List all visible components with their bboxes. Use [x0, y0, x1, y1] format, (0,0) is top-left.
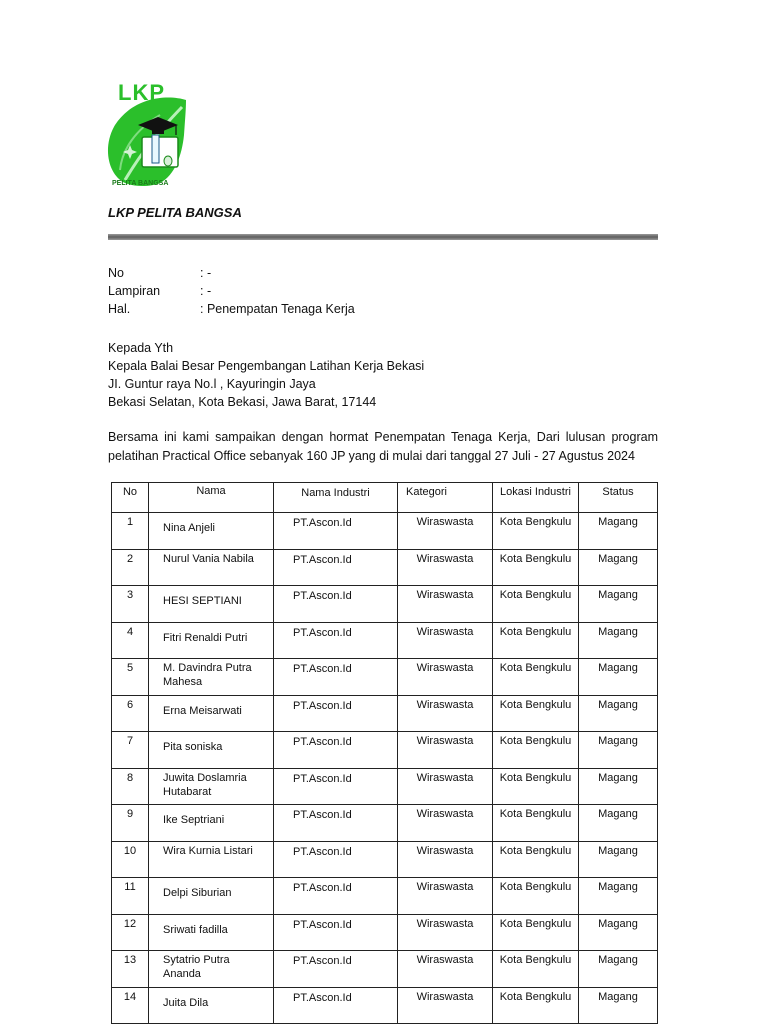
cell-industri: PT.Ascon.Id	[274, 987, 398, 1024]
table-row	[112, 695, 658, 732]
cell-industri: PT.Ascon.Id	[274, 768, 398, 805]
cell-industri: PT.Ascon.Id	[274, 695, 398, 732]
cell-nama-text: Erna Meisarwati	[163, 704, 242, 717]
meta-label: Lampiran	[108, 284, 161, 298]
cell-industri: PT.Ascon.Id	[274, 622, 398, 659]
cell-industri: PT.Ascon.Id	[274, 586, 398, 623]
cell-status: Magang	[579, 841, 658, 878]
cell-lokasi: Kota Bengkulu	[493, 768, 579, 805]
cell-lokasi: Kota Bengkulu	[493, 622, 579, 659]
cell-nama-text: Fitri Renaldi Putri	[163, 631, 248, 644]
cell-no: 13	[112, 951, 149, 988]
cell-status: Magang	[579, 878, 658, 915]
cell-nama	[149, 805, 274, 842]
cell-nama	[149, 914, 274, 951]
meta-value: : -	[200, 284, 212, 298]
cell-lokasi: Kota Bengkulu	[493, 695, 579, 732]
logo-title: LKP	[118, 80, 165, 105]
cell-no: 14	[112, 987, 149, 1024]
cell-kategori: Wiraswasta	[398, 841, 493, 878]
cell-lokasi: Kota Bengkulu	[493, 805, 579, 842]
cell-status: Magang	[579, 914, 658, 951]
meta-value: : Penempatan Tenaga Kerja	[200, 302, 355, 316]
cell-no: 1	[112, 513, 149, 550]
cell-status: Magang	[579, 987, 658, 1024]
header-nama: Nama	[149, 483, 274, 513]
cell-industri: PT.Ascon.Id	[274, 549, 398, 586]
cell-industri: PT.Ascon.Id	[274, 914, 398, 951]
cell-lokasi: Kota Bengkulu	[493, 951, 579, 988]
meta-hal	[108, 302, 355, 316]
cell-no: 9	[112, 805, 149, 842]
cell-industri: PT.Ascon.Id	[274, 513, 398, 550]
table-row	[112, 805, 658, 842]
cell-industri: PT.Ascon.Id	[274, 878, 398, 915]
cell-no: 3	[112, 586, 149, 623]
cell-lokasi: Kota Bengkulu	[493, 659, 579, 696]
placement-table	[111, 482, 658, 1024]
table-row	[112, 841, 658, 878]
table-row	[112, 732, 658, 769]
header-no: No	[112, 483, 149, 513]
cell-industri: PT.Ascon.Id	[274, 732, 398, 769]
cell-nama	[149, 878, 274, 915]
cell-no: 6	[112, 695, 149, 732]
table-row	[112, 659, 658, 696]
cell-lokasi: Kota Bengkulu	[493, 549, 579, 586]
cell-kategori: Wiraswasta	[398, 878, 493, 915]
table-row	[112, 622, 658, 659]
cell-nama-text: Sriwati fadilla	[163, 923, 228, 936]
cell-no: 10	[112, 841, 149, 878]
cell-status: Magang	[579, 695, 658, 732]
cell-kategori: Wiraswasta	[398, 513, 493, 550]
cell-kategori: Wiraswasta	[398, 951, 493, 988]
cell-nama-text: M. Davindra Putra Mahesa	[163, 662, 252, 688]
header-divider	[108, 234, 658, 240]
table-row	[112, 513, 658, 550]
organization-name: LKP PELITA BANGSA	[108, 205, 242, 220]
cell-industri: PT.Ascon.Id	[274, 841, 398, 878]
cell-industri: PT.Ascon.Id	[274, 805, 398, 842]
header-kategori: Kategori	[398, 483, 493, 513]
meta-label: No	[108, 266, 124, 280]
cell-status: Magang	[579, 805, 658, 842]
cell-status: Magang	[579, 768, 658, 805]
cell-nama-text: Juwita Doslamria Hutabarat	[163, 771, 247, 798]
cell-nama	[149, 622, 274, 659]
table-row	[112, 878, 658, 915]
cell-kategori: Wiraswasta	[398, 549, 493, 586]
cell-lokasi: Kota Bengkulu	[493, 513, 579, 550]
cell-no: 12	[112, 914, 149, 951]
recipient-line: Kepada Yth	[108, 341, 174, 355]
cell-status: Magang	[579, 513, 658, 550]
meta-label: Hal.	[108, 302, 131, 316]
cell-lokasi: Kota Bengkulu	[493, 586, 579, 623]
table-header-row	[112, 483, 658, 513]
cell-nama	[149, 549, 274, 586]
cell-nama	[149, 659, 274, 696]
cell-status: Magang	[579, 586, 658, 623]
table-row	[112, 586, 658, 623]
table-row	[112, 987, 658, 1024]
cell-nama-text: Wira Kurnia Listari	[163, 844, 253, 857]
cell-nama-text: Juita Dila	[163, 996, 209, 1009]
recipient-line: Kepala Balai Besar Pengembangan Latihan Kerja Bekasi	[108, 359, 425, 373]
header-lokasi: Lokasi Industri	[493, 483, 579, 513]
cell-no: 7	[112, 732, 149, 769]
cell-nama-text: Nurul Vania Nabila	[163, 552, 254, 565]
table-row	[112, 951, 658, 988]
cell-status: Magang	[579, 951, 658, 988]
cell-nama-text: Ike Septriani	[163, 814, 225, 826]
cell-lokasi: Kota Bengkulu	[493, 914, 579, 951]
recipient-block	[108, 339, 658, 411]
cell-kategori: Wiraswasta	[398, 695, 493, 732]
header-industri: Nama Industri	[274, 483, 398, 513]
header-status: Status	[579, 483, 658, 513]
cell-nama	[149, 732, 274, 769]
cell-kategori: Wiraswasta	[398, 659, 493, 696]
cell-no: 5	[112, 659, 149, 696]
cell-nama	[149, 987, 274, 1024]
cell-nama	[149, 695, 274, 732]
cell-kategori: Wiraswasta	[398, 768, 493, 805]
cell-kategori: Wiraswasta	[398, 586, 493, 623]
cell-lokasi: Kota Bengkulu	[493, 987, 579, 1024]
meta-lampiran	[108, 284, 211, 298]
cell-kategori: Wiraswasta	[398, 622, 493, 659]
cell-lokasi: Kota Bengkulu	[493, 841, 579, 878]
cell-nama-text: Pita soniska	[163, 741, 223, 753]
cell-status: Magang	[579, 732, 658, 769]
cell-nama	[149, 841, 274, 878]
cell-nama-text: Sytatrio Putra Ananda	[163, 954, 230, 980]
table-row	[112, 549, 658, 586]
cell-kategori: Wiraswasta	[398, 805, 493, 842]
cell-no: 2	[112, 549, 149, 586]
cell-nama	[149, 768, 274, 805]
cell-status: Magang	[579, 549, 658, 586]
cell-kategori: Wiraswasta	[398, 732, 493, 769]
cell-nama	[149, 513, 274, 550]
cell-industri: PT.Ascon.Id	[274, 951, 398, 988]
cell-kategori: Wiraswasta	[398, 914, 493, 951]
cell-nama-text: Nina Anjeli	[163, 522, 215, 534]
cell-lokasi: Kota Bengkulu	[493, 732, 579, 769]
cell-no: 4	[112, 622, 149, 659]
intro-paragraph: Bersama ini kami sampaikan dengan hormat Penempatan Tenaga Kerja, Dari lulusan program pelatihan Practical Office sebanyak 160 JP yang di mulai dari tanggal 27 Juli - 27 Agustus 2024	[108, 430, 658, 463]
cell-nama-text: HESI SEPTIANI	[163, 595, 242, 607]
meta-value: : -	[200, 266, 212, 280]
cell-nama-text: Delpi Siburian	[163, 887, 232, 899]
table-row	[112, 768, 658, 805]
cell-status: Magang	[579, 622, 658, 659]
table-row	[112, 914, 658, 951]
cell-no: 8	[112, 768, 149, 805]
cell-lokasi: Kota Bengkulu	[493, 878, 579, 915]
cell-nama	[149, 586, 274, 623]
recipient-line: Bekasi Selatan, Kota Bekasi, Jawa Barat, 17144	[108, 395, 377, 409]
meta-no	[108, 266, 211, 280]
recipient-line: JI. Guntur raya No.l , Kayuringin Jaya	[108, 377, 316, 391]
cell-status: Magang	[579, 659, 658, 696]
cell-no: 11	[112, 878, 149, 915]
cell-kategori: Wiraswasta	[398, 987, 493, 1024]
logo-subtitle: PELITA BANGSA	[112, 180, 169, 187]
cell-industri: PT.Ascon.Id	[274, 659, 398, 696]
cell-nama	[149, 951, 274, 988]
